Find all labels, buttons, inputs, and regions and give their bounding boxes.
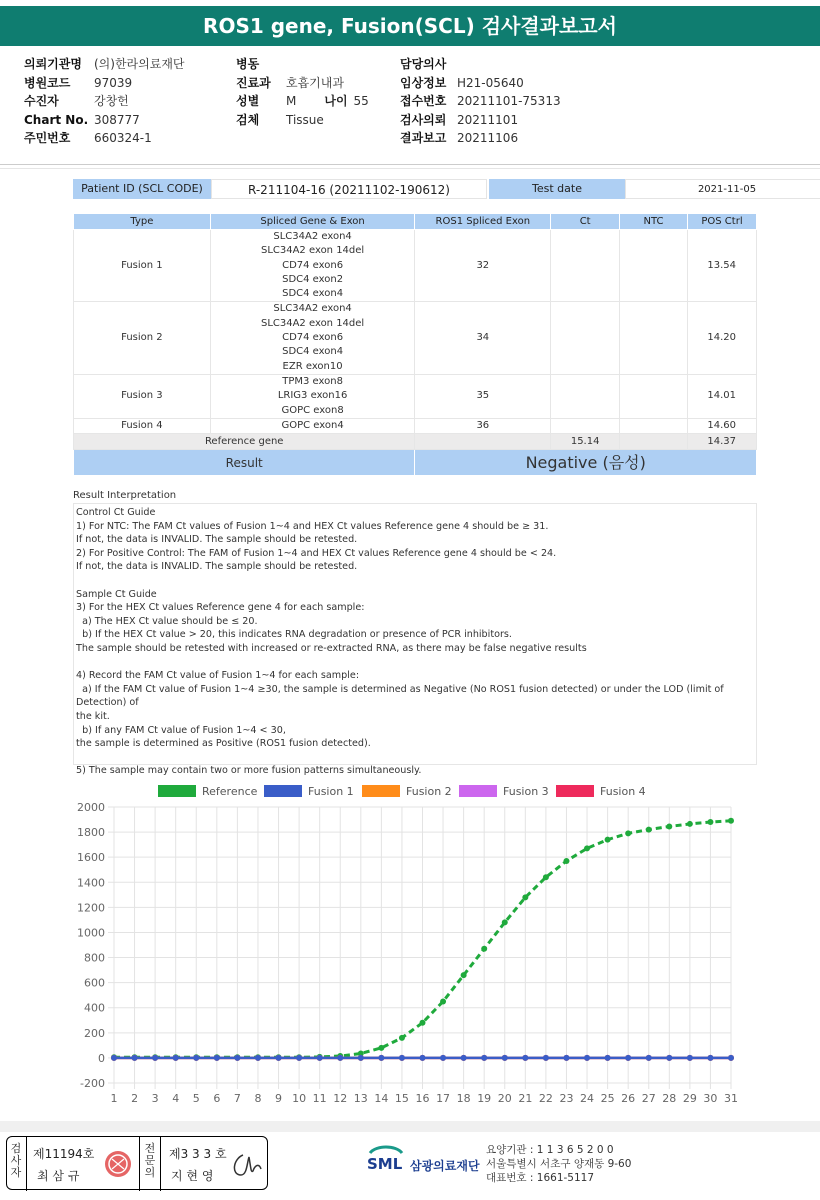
data-point [193, 1055, 199, 1061]
x-tick-label: 9 [275, 1092, 283, 1105]
table-cell: 34 [415, 302, 551, 374]
info-col1-label: 의뢰기관명 [24, 57, 82, 71]
x-tick-label: 18 [456, 1092, 471, 1105]
data-point [522, 1055, 528, 1061]
x-tick-label: 3 [151, 1092, 159, 1105]
y-tick-label: 1400 [77, 876, 105, 890]
sig-divider-3 [160, 1137, 161, 1191]
info-column-3 [400, 55, 561, 148]
table-header-cell: NTC [620, 214, 688, 230]
y-tick-label: 1600 [77, 851, 105, 865]
data-point [502, 1055, 508, 1061]
data-point [440, 1055, 446, 1061]
info-col1-row [24, 55, 185, 74]
x-tick-label: 19 [477, 1092, 492, 1105]
patient-id-table [73, 179, 757, 199]
header-divider [0, 164, 820, 165]
data-point [481, 946, 487, 952]
table-cell: 13.54 [688, 230, 757, 302]
age-value: 55 [353, 94, 369, 108]
data-point [337, 1055, 343, 1061]
legend-swatch [264, 785, 302, 797]
data-point [214, 1055, 220, 1061]
dept-value: 호흡기내과 [286, 75, 344, 90]
info-col3-label: 담당의사 [400, 57, 447, 71]
y-tick-label: 0 [98, 1051, 105, 1065]
table-cell [620, 374, 688, 418]
reference-label: Reference gene [74, 434, 415, 450]
data-point [461, 1055, 467, 1061]
spliced-gene: LRIG3 exon16 [277, 390, 348, 402]
examiner-number: 제11194호 [33, 1147, 95, 1161]
table-cell: Fusion 2 [74, 302, 211, 374]
reference-pos: 14.37 [688, 434, 757, 450]
specialist-number: 제3 3 3 호 [169, 1147, 227, 1161]
y-tick-label: 400 [84, 1001, 105, 1015]
specialist-signature-icon [229, 1149, 265, 1181]
sig-divider-1 [26, 1137, 27, 1191]
result-row [74, 450, 757, 476]
sex-label: 성별 [236, 94, 260, 108]
legend-swatch [556, 785, 594, 797]
table-header-cell: ROS1 Spliced Exon [415, 214, 551, 230]
data-point [728, 1055, 734, 1061]
x-tick-label: 30 [703, 1092, 718, 1105]
info-col1-value: (의)한라의료재단 [94, 57, 185, 71]
specialist-vertical-label: 전문의 [144, 1142, 156, 1179]
sml-logo-icon [366, 1143, 406, 1173]
spliced-gene: EZR exon10 [282, 360, 343, 372]
info-col3-value: 20211101-75313 [457, 94, 561, 108]
table-cell: 14.20 [688, 302, 757, 374]
info-column-2 [236, 55, 369, 129]
data-point [276, 1055, 282, 1061]
chart-legend [0, 783, 820, 801]
results-table [73, 213, 757, 476]
table-body [74, 230, 757, 476]
spliced-gene: SDC4 exon4 [282, 288, 344, 300]
x-tick-label: 16 [415, 1092, 430, 1105]
data-point [687, 821, 693, 827]
header-divider-2 [0, 168, 820, 169]
table-cell: 14.60 [688, 418, 757, 433]
table-cell [415, 434, 551, 450]
table-cell [551, 302, 620, 374]
data-point [646, 827, 652, 833]
patient-id-label: Patient ID (SCL CODE) [73, 179, 211, 199]
data-point [584, 845, 590, 851]
info-col1-row [24, 92, 185, 111]
spliced-gene: SLC34A2 exon 14del [260, 317, 365, 329]
info-col1-value: 강창헌 [94, 94, 129, 108]
x-tick-label: 31 [724, 1092, 738, 1105]
specimen-value: Tissue [286, 112, 324, 127]
legend-label: Fusion 4 [600, 785, 646, 798]
data-point [173, 1055, 179, 1061]
data-point [461, 972, 467, 978]
y-tick-label: 1800 [77, 826, 105, 840]
data-point [707, 1055, 713, 1061]
table-cell [210, 302, 415, 374]
x-tick-label: 1 [110, 1092, 118, 1105]
legend-label: Reference [202, 785, 258, 798]
data-point [132, 1055, 138, 1061]
spliced-gene: GOPC exon4 [281, 419, 344, 431]
data-point [296, 1055, 302, 1061]
x-tick-label: 21 [518, 1092, 533, 1105]
spliced-gene: SDC4 exon2 [282, 273, 344, 285]
x-tick-label: 24 [580, 1092, 595, 1105]
table-cell [551, 230, 620, 302]
legend-item [264, 783, 354, 801]
table-cell: Fusion 3 [74, 374, 211, 418]
info-col3-value: H21-05640 [457, 75, 524, 90]
legend-item [459, 783, 549, 801]
y-tick-label: 600 [84, 976, 105, 990]
data-point [563, 858, 569, 864]
y-tick-label: -200 [80, 1077, 105, 1090]
x-tick-label: 11 [312, 1092, 327, 1105]
info-col3-row [400, 111, 561, 130]
specialist-name: 지 현 영 [171, 1169, 214, 1183]
table-row [74, 418, 757, 433]
info-col1-label: Chart No. [24, 112, 89, 127]
info-col1-row [24, 74, 185, 93]
data-point [605, 1055, 611, 1061]
info-col3-value: 20211101 [457, 112, 519, 127]
company-address: 서울특별시 서초구 양재동 9-60 [486, 1158, 632, 1170]
legend-item [556, 783, 646, 801]
examiner-vertical-label: 검사자 [10, 1142, 22, 1179]
table-header-row [74, 214, 757, 230]
table-cell: 14.01 [688, 374, 757, 418]
data-point [625, 1055, 631, 1061]
data-point [666, 1055, 672, 1061]
x-tick-label: 15 [394, 1092, 409, 1105]
x-tick-label: 8 [254, 1092, 262, 1105]
info-col1-value: 308777 [94, 112, 140, 127]
legend-label: Fusion 1 [308, 785, 354, 798]
result-value: Negative (음성) [415, 450, 757, 476]
data-point [543, 874, 549, 880]
info-col3-row [400, 129, 561, 148]
data-point [317, 1055, 323, 1061]
spliced-gene: SDC4 exon4 [282, 346, 344, 358]
data-point [399, 1035, 405, 1041]
amplification-chart [0, 800, 820, 1120]
data-point [543, 1055, 549, 1061]
result-label: Result [74, 450, 415, 476]
y-tick-label: 2000 [77, 801, 105, 814]
info-col1-label: 주민번호 [24, 131, 71, 145]
company-info [486, 1143, 631, 1185]
spliced-gene: CD74 exon6 [282, 332, 344, 344]
data-point [358, 1055, 364, 1061]
y-tick-label: 1200 [77, 901, 105, 915]
data-point [255, 1055, 261, 1061]
age-label: 나이 [324, 94, 348, 108]
ward-label: 병동 [236, 57, 260, 71]
info-col1-value: 97039 [94, 75, 133, 90]
info-col1-label: 수진자 [24, 94, 59, 108]
data-point [378, 1055, 384, 1061]
reference-ntc [620, 434, 688, 450]
table-row [74, 374, 757, 418]
info-col1-row [24, 129, 185, 148]
interpretation-text: Control Ct Guide 1) For NTC: The FAM Ct values of Fusion 1~4 and HEX Ct values Reference gene 4 should be ≥ 31. If not, the data is INVALID. The sample should be retested. 2) For Positive Control: The FAM of Fusion 1~4 and HEX Ct values Reference gene 4 should be < 24. If not, the data is INVALID. The sample should be retested. Sample Ct Guide 3) For the HEX Ct values Reference gene 4 for each sample: a) The HEX Ct value should be ≤ 20. b) If the HEX Ct value > 20, this indicates RNA degradation or presence of PCR inhibitors. The sample should be retested with increased or re-extracted RNA, as there may be false negative results 4) Record the FAM Ct value of Fusion 1~4 for each sample: a) If the FAM Ct value of Fusion 1~4 ≥30, the sample is determined as Negative (No ROS1 fusion detected) or under the LOD (limit of Detection) of the kit. b) If any FAM Ct value of Fusion 1~4 < 30, the sample is determined as Positive (ROS1 fusion detected). 5) The sample may contain two or more fusion patterns simultaneously. [73, 503, 757, 765]
table-row [74, 302, 757, 374]
info-col3-label: 임상정보 [400, 75, 447, 90]
spliced-gene: SLC34A2 exon4 [273, 231, 352, 242]
legend-item [362, 783, 452, 801]
info-col3-row [400, 92, 561, 111]
table-cell [620, 418, 688, 433]
spliced-gene: GOPC exon8 [281, 404, 344, 416]
y-tick-label: 800 [84, 951, 105, 965]
table-cell [210, 418, 415, 433]
data-point [440, 998, 446, 1004]
table-cell [210, 230, 415, 302]
x-tick-label: 25 [600, 1092, 615, 1105]
company-name: 삼광의료재단 [410, 1159, 480, 1173]
x-tick-label: 12 [333, 1092, 348, 1105]
table-cell: Fusion 1 [74, 230, 211, 302]
data-point [234, 1055, 240, 1061]
spliced-gene: SLC34A2 exon4 [273, 303, 352, 315]
x-tick-label: 7 [233, 1092, 241, 1105]
data-point [646, 1055, 652, 1061]
reference-row [74, 434, 757, 450]
spliced-gene: SLC34A2 exon 14del [260, 245, 365, 257]
table-cell: 32 [415, 230, 551, 302]
x-tick-label: 17 [436, 1092, 451, 1105]
table-cell [620, 302, 688, 374]
x-tick-label: 14 [374, 1092, 389, 1105]
table-cell [551, 418, 620, 433]
table-cell: 36 [415, 418, 551, 433]
table-header-cell: Ct [551, 214, 620, 230]
x-tick-label: 23 [559, 1092, 574, 1105]
test-date-value: 2021-11-05 [625, 179, 820, 199]
data-point [111, 1055, 117, 1061]
company-phone: 대표번호 : 1661-5117 [486, 1172, 595, 1184]
data-point [399, 1055, 405, 1061]
data-point [728, 818, 734, 824]
x-tick-label: 2 [131, 1092, 139, 1105]
info-col3-row [400, 55, 561, 74]
data-point [687, 1055, 693, 1061]
x-tick-label: 4 [172, 1092, 180, 1105]
y-tick-label: 1000 [77, 926, 105, 940]
info-col3-label: 접수번호 [400, 94, 447, 108]
data-point [481, 1055, 487, 1061]
data-point [625, 830, 631, 836]
legend-label: Fusion 2 [406, 785, 452, 798]
info-column-1 [24, 55, 185, 148]
dept-label: 진료과 [236, 75, 271, 90]
patient-id-value: R-211104-16 (20211102-190612) [211, 179, 487, 199]
table-cell: Fusion 4 [74, 418, 211, 433]
table-cell [210, 374, 415, 418]
reference-ct: 15.14 [551, 434, 620, 450]
table-row [74, 230, 757, 302]
interpretation-title: Result Interpretation [73, 490, 177, 501]
data-point [420, 1020, 426, 1026]
x-tick-label: 6 [213, 1092, 221, 1105]
spliced-gene: TPM3 exon8 [282, 375, 343, 387]
data-point [502, 919, 508, 925]
table-cell [620, 230, 688, 302]
x-tick-label: 5 [192, 1092, 200, 1105]
table-cell [551, 374, 620, 418]
table-cell: 35 [415, 374, 551, 418]
x-tick-label: 13 [353, 1092, 368, 1105]
legend-swatch [459, 785, 497, 797]
data-point [707, 819, 713, 825]
info-col3-label: 결과보고 [400, 131, 447, 145]
data-point [666, 823, 672, 829]
table-header-cell: Spliced Gene & Exon [210, 214, 415, 230]
company-code: 요양기관 : 1 1 3 6 5 2 0 0 [486, 1144, 614, 1156]
info-col3-label: 검사의뢰 [400, 112, 447, 127]
data-point [378, 1045, 384, 1051]
spliced-gene: CD74 exon6 [282, 259, 344, 271]
test-date-label: Test date [489, 179, 625, 199]
table-header-cell: Type [74, 214, 211, 230]
data-point [420, 1055, 426, 1061]
sig-divider-2 [139, 1137, 140, 1191]
examiner-seal-icon [100, 1149, 136, 1179]
sex-value: M [286, 94, 297, 108]
logo-text: SML [367, 1155, 403, 1173]
x-tick-label: 26 [621, 1092, 636, 1105]
specimen-label: 검체 [236, 112, 260, 127]
legend-swatch [362, 785, 400, 797]
info-col3-value: 20211106 [457, 131, 519, 145]
info-col1-row [24, 111, 185, 130]
info-col3-row [400, 74, 561, 93]
y-tick-label: 200 [84, 1026, 105, 1040]
x-tick-label: 20 [497, 1092, 512, 1105]
data-point [584, 1055, 590, 1061]
info-col1-value: 660324-1 [94, 131, 152, 145]
data-point [522, 894, 528, 900]
x-tick-label: 29 [682, 1092, 697, 1105]
legend-label: Fusion 3 [503, 785, 549, 798]
data-point [605, 837, 611, 843]
table-header-cell: POS Ctrl [688, 214, 757, 230]
report-title: ROS1 gene, Fusion(SCL) 검사결과보고서 [0, 6, 820, 46]
footer-divider [0, 1121, 820, 1132]
x-tick-label: 28 [662, 1092, 677, 1105]
data-point [563, 1055, 569, 1061]
legend-item [158, 783, 257, 801]
info-col1-label: 병원코드 [24, 75, 71, 90]
x-tick-label: 22 [538, 1092, 553, 1105]
legend-swatch [158, 785, 196, 797]
signature-box [6, 1136, 268, 1190]
examiner-name: 최 삼 규 [37, 1169, 80, 1183]
data-point [152, 1055, 158, 1061]
x-tick-label: 10 [292, 1092, 307, 1105]
x-tick-label: 27 [641, 1092, 656, 1105]
